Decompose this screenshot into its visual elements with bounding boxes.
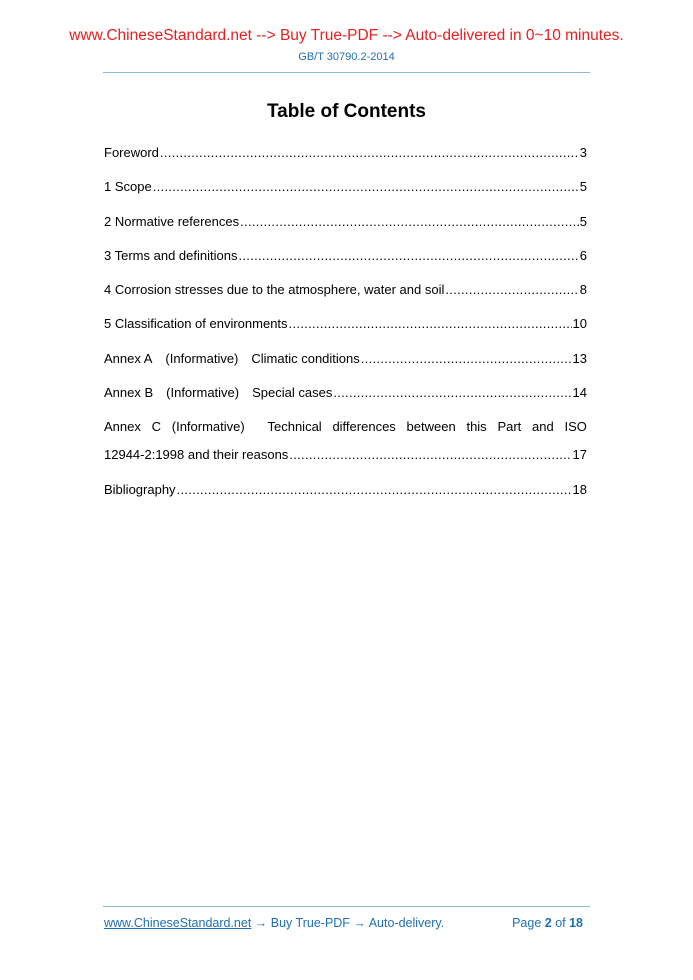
toc-entry-label: 5 Classification of environments xyxy=(104,316,288,332)
toc-entry-terms-definitions[interactable] xyxy=(104,246,587,280)
toc-entry-bibliography[interactable] xyxy=(104,480,587,514)
top-banner[interactable]: www.ChineseStandard.net --> Buy True-PDF --> Auto-delivered in 0~10 minutes. xyxy=(69,27,624,44)
toc-word: C xyxy=(151,419,162,435)
toc-entry-label: Annex A (Informative) Climatic conditions xyxy=(104,350,360,366)
toc-entry-annex-c-line2[interactable] xyxy=(104,445,587,479)
table-of-contents xyxy=(104,143,587,514)
toc-word: differences xyxy=(332,419,396,435)
toc-entry-page: 5 xyxy=(579,179,587,195)
footer-promo-text: → Buy True-PDF → Auto-delivery. xyxy=(251,916,445,930)
footer-promo xyxy=(104,916,444,930)
toc-entry-page: 6 xyxy=(579,247,587,263)
page-word: Page xyxy=(512,916,545,930)
header-divider xyxy=(103,72,590,73)
toc-word: between xyxy=(406,419,456,435)
toc-word: and xyxy=(532,419,554,435)
toc-word: Technical xyxy=(267,419,322,435)
toc-word: Part xyxy=(497,419,522,435)
toc-word: this xyxy=(466,419,487,435)
toc-entry-page: 14 xyxy=(572,385,587,401)
toc-leader-dots xyxy=(160,143,579,163)
toc-leader-dots xyxy=(240,212,579,232)
toc-leader-dots xyxy=(289,445,571,465)
page-of: of xyxy=(551,916,570,930)
toc-entry-page: 17 xyxy=(572,447,587,463)
toc-entry-page: 8 xyxy=(579,282,587,298)
toc-entry-annex-c-line1[interactable] xyxy=(104,417,587,445)
footer-site-link[interactable]: www.ChineseStandard.net xyxy=(104,916,252,930)
toc-entry-classification[interactable] xyxy=(104,314,587,348)
toc-word: Annex xyxy=(104,419,141,435)
toc-entry-label: 2 Normative references xyxy=(104,213,240,229)
toc-word: ISO xyxy=(564,419,587,435)
toc-entry-annex-b[interactable] xyxy=(104,383,587,417)
toc-leader-dots xyxy=(289,314,572,334)
toc-entry-label: Bibliography xyxy=(104,481,176,497)
toc-entry-annex-a[interactable] xyxy=(104,349,587,383)
toc-entry-label: Foreword xyxy=(104,145,159,160)
document-code: GB/T 30790.2-2014 xyxy=(298,51,395,63)
toc-entry-scope[interactable] xyxy=(104,177,587,211)
toc-entry-label: 1 Scope xyxy=(104,179,152,195)
toc-entry-page: 13 xyxy=(572,350,587,366)
toc-leader-dots xyxy=(153,177,579,197)
toc-leader-dots xyxy=(177,480,572,500)
toc-leader-dots xyxy=(238,246,578,266)
toc-word: (Informative) xyxy=(171,419,245,435)
toc-entry-page: 18 xyxy=(572,481,587,497)
page-indicator xyxy=(512,916,583,930)
toc-entry-page: 3 xyxy=(579,145,587,160)
page-total: 18 xyxy=(569,916,583,930)
toc-entry-foreword[interactable] xyxy=(104,143,587,177)
toc-entry-label: 3 Terms and definitions xyxy=(104,247,238,263)
toc-leader-dots xyxy=(333,383,571,403)
toc-entry-label: Annex B (Informative) Special cases xyxy=(104,385,333,401)
footer-divider xyxy=(103,906,590,907)
toc-title: Table of Contents xyxy=(266,101,427,122)
toc-entry-page: 5 xyxy=(579,213,587,229)
toc-entry-normative-references[interactable] xyxy=(104,212,587,246)
toc-entry-label: 4 Corrosion stresses due to the atmosphere, water and soil xyxy=(104,282,445,298)
toc-entry-label: 12944-2:1998 and their reasons xyxy=(104,447,289,463)
page-current: 2 xyxy=(544,916,552,930)
toc-entry-page: 10 xyxy=(572,316,587,332)
toc-leader-dots xyxy=(445,280,578,300)
toc-leader-dots xyxy=(361,349,572,369)
toc-entry-corrosion-stresses[interactable] xyxy=(104,280,587,314)
